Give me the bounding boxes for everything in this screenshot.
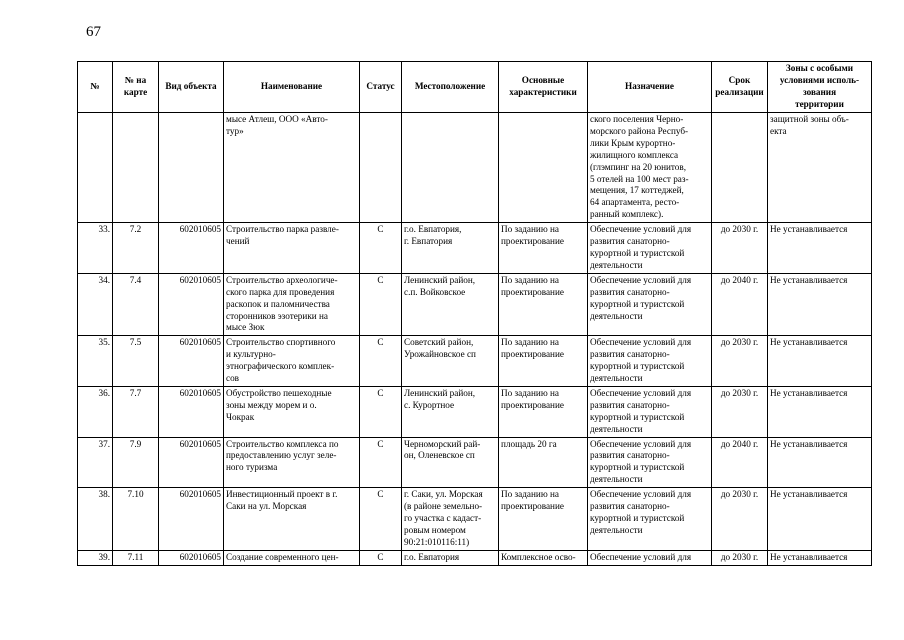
cell-object-type: 602010605 xyxy=(159,273,224,336)
cell-term xyxy=(712,113,768,223)
table-header-row xyxy=(78,62,872,113)
header-object-type: Вид объекта xyxy=(159,62,224,113)
cell-object-type xyxy=(159,113,224,223)
header-map-number: № на карте xyxy=(113,62,159,113)
cell-object-type: 602010605 xyxy=(159,386,224,437)
cell-map-number: 7.11 xyxy=(113,550,159,565)
header-status: Статус xyxy=(360,62,402,113)
cell-characteristics: По заданию на проектирование xyxy=(499,223,588,274)
cell-status: С xyxy=(360,223,402,274)
cell-term: до 2040 г. xyxy=(712,437,768,488)
header-characteristics: Основные характеристики xyxy=(499,62,588,113)
table-row xyxy=(78,550,872,565)
cell-object-type: 602010605 xyxy=(159,437,224,488)
cell-zones: Не устанавливается xyxy=(768,437,872,488)
table-row xyxy=(78,223,872,274)
cell-name: Строительство парка развле- чений xyxy=(224,223,360,274)
cell-zones: Не устанавливается xyxy=(768,223,872,274)
table-row xyxy=(78,113,872,223)
cell-characteristics: По заданию на проектирование xyxy=(499,488,588,551)
cell-map-number: 7.7 xyxy=(113,386,159,437)
cell-purpose: Обеспечение условий для развития санаторно- курортной и туристской деятельности xyxy=(588,223,712,274)
cell-term: до 2030 г. xyxy=(712,223,768,274)
cell-purpose: Обеспечение условий для развития санаторно- курортной и туристской деятельности xyxy=(588,386,712,437)
cell-name: Обустройство пешеходные зоны между морем и о. Чокрак xyxy=(224,386,360,437)
cell-location: г.о. Евпатория, г. Евпатория xyxy=(402,223,499,274)
cell-status: С xyxy=(360,336,402,387)
cell-map-number: 7.10 xyxy=(113,488,159,551)
cell-status: С xyxy=(360,488,402,551)
cell-name: Строительство спортивного и культурно- этнографического комплек- сов xyxy=(224,336,360,387)
cell-name: Создание современного цен- xyxy=(224,550,360,565)
cell-map-number: 7.2 xyxy=(113,223,159,274)
cell-map-number: 7.4 xyxy=(113,273,159,336)
header-location: Местоположение xyxy=(402,62,499,113)
cell-zones: Не устанавливается xyxy=(768,488,872,551)
cell-object-type: 602010605 xyxy=(159,488,224,551)
cell-term: до 2030 г. xyxy=(712,550,768,565)
cell-characteristics xyxy=(499,113,588,223)
cell-map-number: 7.9 xyxy=(113,437,159,488)
cell-zones: Не устанавливается xyxy=(768,273,872,336)
cell-characteristics: Комплексное осво- xyxy=(499,550,588,565)
cell-name: Строительство комплекса по предоставлению услуг зеле- ного туризма xyxy=(224,437,360,488)
cell-number: 35. xyxy=(78,336,113,387)
cell-status: С xyxy=(360,550,402,565)
cell-purpose: Обеспечение условий для развития санаторно- курортной и туристской деятельности xyxy=(588,273,712,336)
cell-zones: Не устанавливается xyxy=(768,336,872,387)
cell-status: С xyxy=(360,437,402,488)
table-row xyxy=(78,386,872,437)
cell-object-type: 602010605 xyxy=(159,336,224,387)
cell-number: 39. xyxy=(78,550,113,565)
cell-location: Советский район, Урожайновское сп xyxy=(402,336,499,387)
cell-object-type: 602010605 xyxy=(159,223,224,274)
cell-number: 38. xyxy=(78,488,113,551)
cell-characteristics: площадь 20 га xyxy=(499,437,588,488)
cell-term: до 2040 г. xyxy=(712,273,768,336)
cell-location: Ленинский район, с. Курортное xyxy=(402,386,499,437)
cell-name: Строительство археологиче- ского парка для проведения раскопок и паломничества сторонников эзотерики на мысе Зюк xyxy=(224,273,360,336)
cell-purpose: Обеспечение условий для развития санаторно- курортной и туристской деятельности xyxy=(588,336,712,387)
cell-status xyxy=(360,113,402,223)
cell-map-number xyxy=(113,113,159,223)
cell-name: мысе Атлеш, ООО «Авто- тур» xyxy=(224,113,360,223)
table-row xyxy=(78,488,872,551)
header-name: Наименование xyxy=(224,62,360,113)
page-number: 67 xyxy=(86,24,101,40)
cell-status: С xyxy=(360,386,402,437)
cell-zones: Не устанавливается xyxy=(768,550,872,565)
table-row xyxy=(78,437,872,488)
cell-term: до 2030 г. xyxy=(712,488,768,551)
cell-characteristics: По заданию на проектирование xyxy=(499,386,588,437)
cell-status: С xyxy=(360,273,402,336)
cell-location: Черноморский рай- он, Оленевское сп xyxy=(402,437,499,488)
cell-object-type: 602010605 xyxy=(159,550,224,565)
cell-location: г. Саки, ул. Морская (в районе земельно- го участка с кадаст- ровым номером 90:21:010116:11) xyxy=(402,488,499,551)
cell-location xyxy=(402,113,499,223)
cell-number: 37. xyxy=(78,437,113,488)
table-row xyxy=(78,336,872,387)
cell-term: до 2030 г. xyxy=(712,386,768,437)
header-term: Срок реализации xyxy=(712,62,768,113)
cell-purpose: Обеспечение условий для развития санаторно- курортной и туристской деятельности xyxy=(588,437,712,488)
cell-number xyxy=(78,113,113,223)
cell-purpose: Обеспечение условий для развития санаторно- курортной и туристской деятельности xyxy=(588,488,712,551)
cell-characteristics: По заданию на проектирование xyxy=(499,273,588,336)
header-number: № xyxy=(78,62,113,113)
cell-name: Инвестиционный проект в г. Саки на ул. Морская xyxy=(224,488,360,551)
cell-location: Ленинский район, с.п. Войковское xyxy=(402,273,499,336)
cell-number: 36. xyxy=(78,386,113,437)
cell-zones: Не устанавливается xyxy=(768,386,872,437)
cell-number: 33. xyxy=(78,223,113,274)
cell-purpose: Обеспечение условий для xyxy=(588,550,712,565)
cell-location: г.о. Евпатория xyxy=(402,550,499,565)
header-purpose: Назначение xyxy=(588,62,712,113)
cell-purpose: ского поселения Черно- морского района Респуб- лики Крым курортно- жилищного комплекса (глэмпинг на 20 юнитов, 5 отелей на 100 мест раз- мещения, 17 коттеджей, 64 апартамента, ресто- ранный комплекс). xyxy=(588,113,712,223)
data-table xyxy=(77,61,872,566)
cell-term: до 2030 г. xyxy=(712,336,768,387)
table-row xyxy=(78,273,872,336)
cell-zones: защитной зоны объ- екта xyxy=(768,113,872,223)
cell-number: 34. xyxy=(78,273,113,336)
cell-characteristics: По заданию на проектирование xyxy=(499,336,588,387)
cell-map-number: 7.5 xyxy=(113,336,159,387)
header-zones: Зоны с особыми условиями исполь- зования территории xyxy=(768,62,872,113)
